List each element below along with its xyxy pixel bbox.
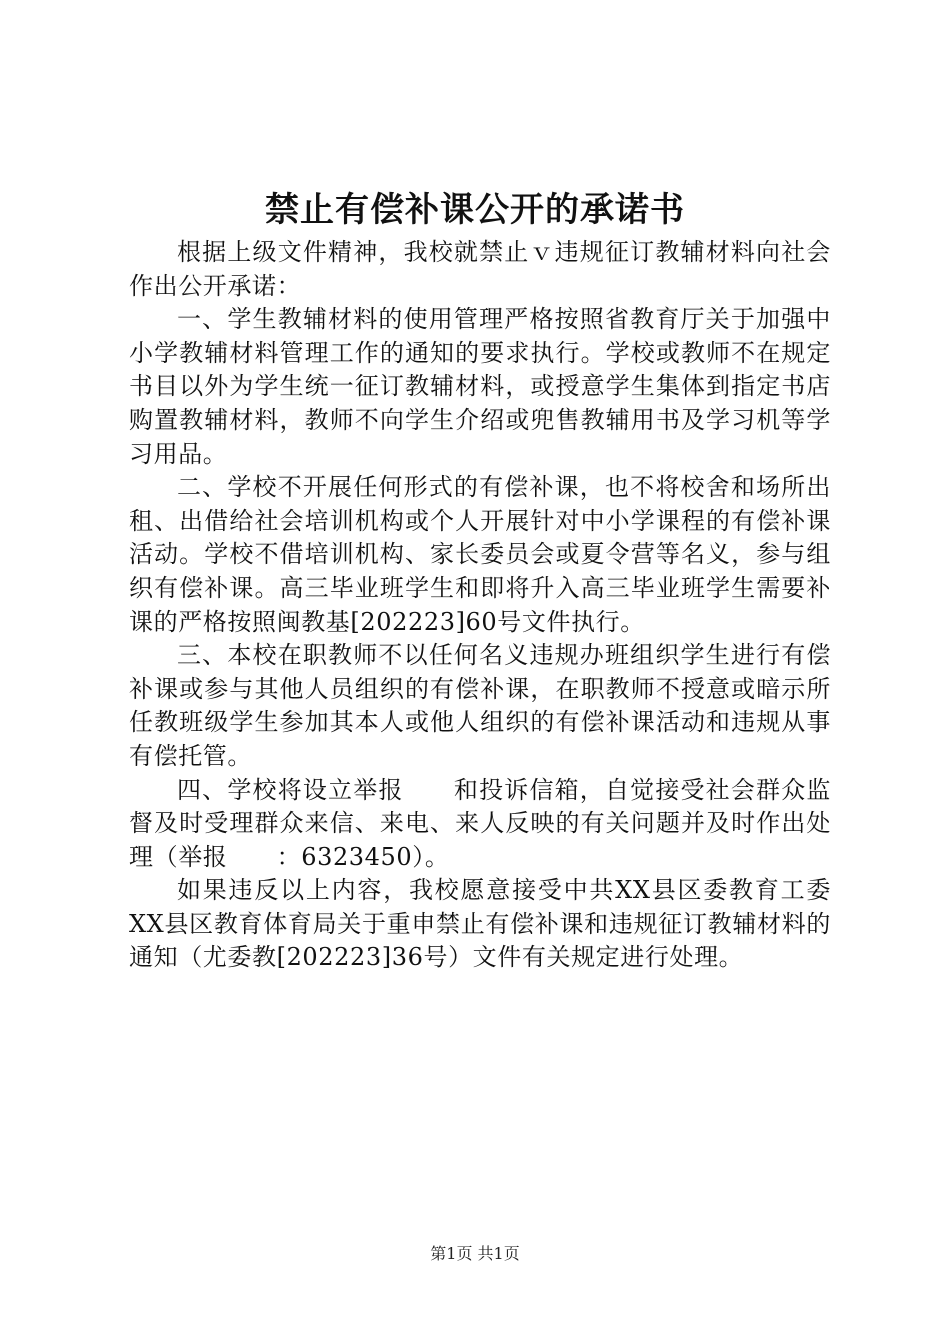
paragraph-item-3: 三、本校在职教师不以任何名义违规办班组织学生进行有偿补课或参与其他人员组织的有偿补课，在职教师不授意或暗示所任教班级学生参加其本人或他人组织的有偿补课活动和违规从事有偿托管。 xyxy=(129,641,831,770)
document-body xyxy=(129,236,831,975)
paragraph-item-1: 一、学生教辅材料的使用管理严格按照省教育厅关于加强中小学教辅材料管理工作的通知的要求执行。学校或教师不在规定书目以外为学生统一征订教辅材料，或授意学生集体到指定书店购置教辅材料，教师不向学生介绍或兜售教辅用书及学习机等学习用品。 xyxy=(129,305,831,468)
paragraph-intro: 根据上级文件精神，我校就禁止ｖ违规征订教辅材料向社会作出公开承诺： xyxy=(129,238,831,300)
paragraph-item-4: 四、学校将设立举报 和投诉信箱，自觉接受社会群众监督及时受理群众来信、来电、来人反映的有关问题并及时作出处理（举报 ：6323450）。 xyxy=(129,775,831,871)
paragraph-closing: 如果违反以上内容，我校愿意接受中共XX县区委教育工委XX县区教育体育局关于重申禁止有偿补课和违规征订教辅材料的通知（尤委教[202223]36号）文件有关规定进行处理。 xyxy=(129,876,831,972)
paragraph-item-2: 二、学校不开展任何形式的有偿补课，也不将校舍和场所出租、出借给社会培训机构或个人开展针对中小学课程的有偿补课活动。学校不借培训机构、家长委员会或夏令营等名义，参与组织有偿补课。高三毕业班学生和即将升入高三毕业班学生需要补课的严格按照闽教基[202223]60号文件执行。 xyxy=(129,473,831,636)
page-footer: 第1页 共1页 xyxy=(430,1244,520,1263)
document-title: 禁止有偿补课公开的承诺书 xyxy=(265,190,685,230)
